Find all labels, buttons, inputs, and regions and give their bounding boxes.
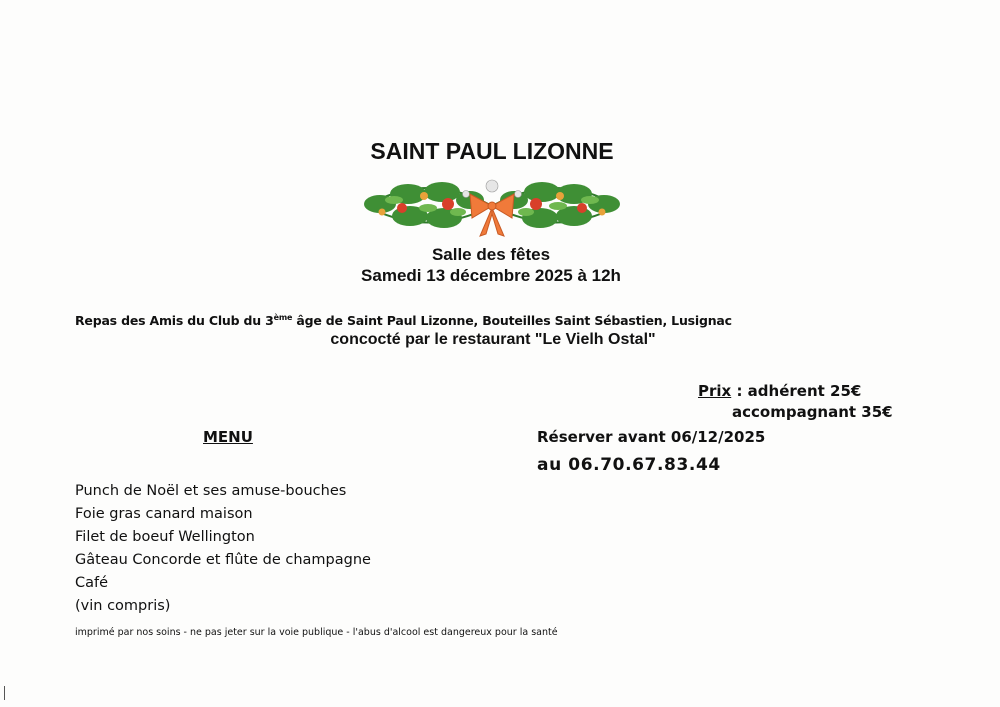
restaurant-line: concocté par le restaurant "Le Vielh Ostal" xyxy=(330,331,656,348)
price-separator: : xyxy=(731,382,748,400)
menu-list xyxy=(75,480,371,618)
menu-item: Gâteau Concorde et flûte de champagne xyxy=(75,552,371,568)
menu-item: (vin compris) xyxy=(75,598,171,614)
menu-item: Punch de Noël et ses amuse-bouches xyxy=(75,483,347,499)
price-guest: accompagnant 35€ xyxy=(732,403,893,421)
ordinal-suffix: ème xyxy=(273,313,293,322)
christmas-garland-icon xyxy=(358,170,626,242)
price-label: Prix xyxy=(698,382,732,400)
menu-item: Café xyxy=(75,575,109,591)
intro-line xyxy=(75,313,732,328)
intro-text-end: âge de Saint Paul Lizonne, Bouteilles Saint Sébastien, Lusignac xyxy=(292,313,732,329)
menu-heading: MENU xyxy=(203,428,253,446)
event-date: Samedi 13 décembre 2025 à 12h xyxy=(361,266,621,285)
venue-name: Salle des fêtes xyxy=(431,245,551,264)
scan-edge-mark xyxy=(4,686,5,700)
intro-text-start: Repas des Amis du Club du 3 xyxy=(75,313,274,329)
price-member: adhérent 25€ xyxy=(747,382,862,400)
menu-item: Foie gras canard maison xyxy=(75,506,253,522)
event-title: SAINT PAUL LIZONNE xyxy=(370,138,614,164)
price-member-line xyxy=(698,379,861,403)
reservation-phone: au 06.70.67.83.44 xyxy=(537,455,721,475)
reservation-deadline: Réserver avant 06/12/2025 xyxy=(537,428,766,446)
venue-block xyxy=(0,244,982,286)
footer-disclaimer: imprimé par nos soins - ne pas jeter sur la voie publique - l'abus d'alcool est dangereux pour la santé xyxy=(75,627,558,638)
menu-item: Filet de boeuf Wellington xyxy=(75,529,255,545)
